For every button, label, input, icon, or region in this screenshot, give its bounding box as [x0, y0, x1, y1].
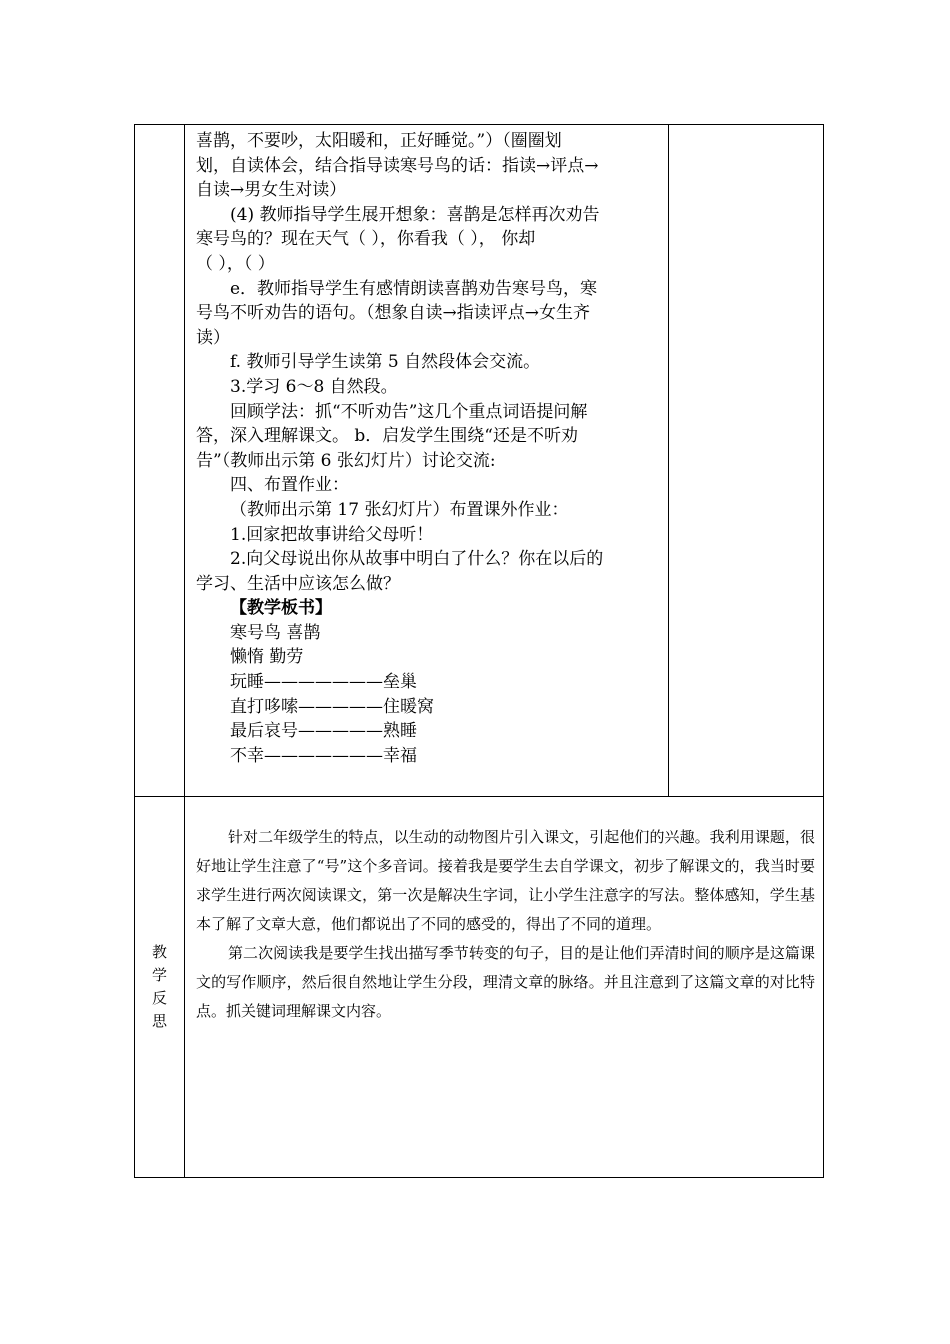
text-line: 1.回家把故事讲给父母听！: [230, 524, 434, 545]
label-char: 教: [151, 943, 167, 961]
text-line: （教师出示第 17 张幻灯片）布置课外作业：: [230, 499, 569, 520]
text-line: 2.向父母说出你从故事中明白了什么？你在以后的: [230, 549, 604, 570]
text-line: 答，深入理解课文。 b．启发学生围绕“还是不听劝: [196, 426, 578, 447]
board-line: 直打哆嗦—————住暖窝: [230, 696, 434, 717]
label-char: 学: [151, 966, 167, 984]
text-line: 3.学习 6～8 自然段。: [230, 376, 398, 397]
text-line: (4) 教师指导学生展开想象：喜鹊是怎样再次劝告: [230, 204, 600, 225]
reflection-row: [135, 797, 824, 1178]
board-line: 最后哀号—————熟睡: [230, 721, 417, 742]
row-label-cell-empty: [135, 125, 185, 797]
text-line: 号鸟不听劝告的语句。（想象自读→指读评点→女生齐: [196, 303, 590, 324]
text-line: 四、布置作业：: [230, 475, 349, 496]
label-char: 反: [151, 989, 167, 1007]
reflection-content: [185, 797, 824, 1178]
text-line: 自读→男女生对读）: [196, 180, 347, 201]
reflection-label: [152, 941, 168, 1033]
board-line: 寒号鸟 喜鹊: [230, 622, 321, 643]
board-line: 懒惰 勤劳: [230, 647, 304, 668]
board-heading: 【教学板书】: [230, 598, 332, 619]
board-line: 不幸———————幸福: [230, 745, 417, 766]
text-line: 告”（教师出示第 6 张幻灯片）讨论交流:: [196, 450, 496, 471]
reflection-paragraph: 第二次阅读我是要学生找出描写季节转变的句子，目的是让他们弄清时间的顺序是这篇课文的写作顺序，然后很自然地让学生分段，理清文章的脉络。并且注意到了这篇文章的对比特点。抓关键词理解课文内容。: [196, 944, 815, 1020]
text-line: f. 教师引导学生读第 5 自然段体会交流。: [230, 352, 541, 373]
lesson-plan-table: [134, 124, 824, 1178]
text-line: 寒号鸟的？现在天气（ ），你看我（ ）， 你却: [196, 229, 536, 250]
lesson-process-row: [135, 125, 824, 797]
text-line: 划，自读体会，结合指导读寒号鸟的话：指读→评点→: [196, 155, 599, 176]
label-char: 思: [151, 1012, 167, 1030]
text-line: 读）: [196, 327, 230, 348]
reflection-paragraph: 针对二年级学生的特点，以生动的动物图片引入课文，引起他们的兴趣。我利用课题，很好地让学生注意了“号”这个多音词。接着我是要学生去自学课文，初步了解课文的，我当时要求学生进行两次阅读课文，第一次是解决生字词，让小学生注意字的写法。整体感知，学生基本了解了文章大意，他们都说出了不同的感受的，得出了不同的道理。: [196, 828, 815, 933]
text-line: e．教师指导学生有感情朗读喜鹊劝告寒号鸟，寒: [230, 278, 598, 299]
lesson-process-content: [185, 125, 669, 797]
text-line: 喜鹊，不要吵，太阳暖和，正好睡觉。”）（圈圈划: [196, 131, 562, 151]
side-notes-cell: [669, 125, 824, 797]
reflection-label-cell: [135, 797, 185, 1178]
board-line: 玩睡———————垒巢: [230, 672, 417, 693]
text-line: 回顾学法：抓“不听劝告”这几个重点词语提问解: [230, 401, 588, 422]
text-line: 学习、生活中应该怎么做？: [196, 573, 400, 594]
text-line: （ ），（ ）: [196, 253, 275, 274]
